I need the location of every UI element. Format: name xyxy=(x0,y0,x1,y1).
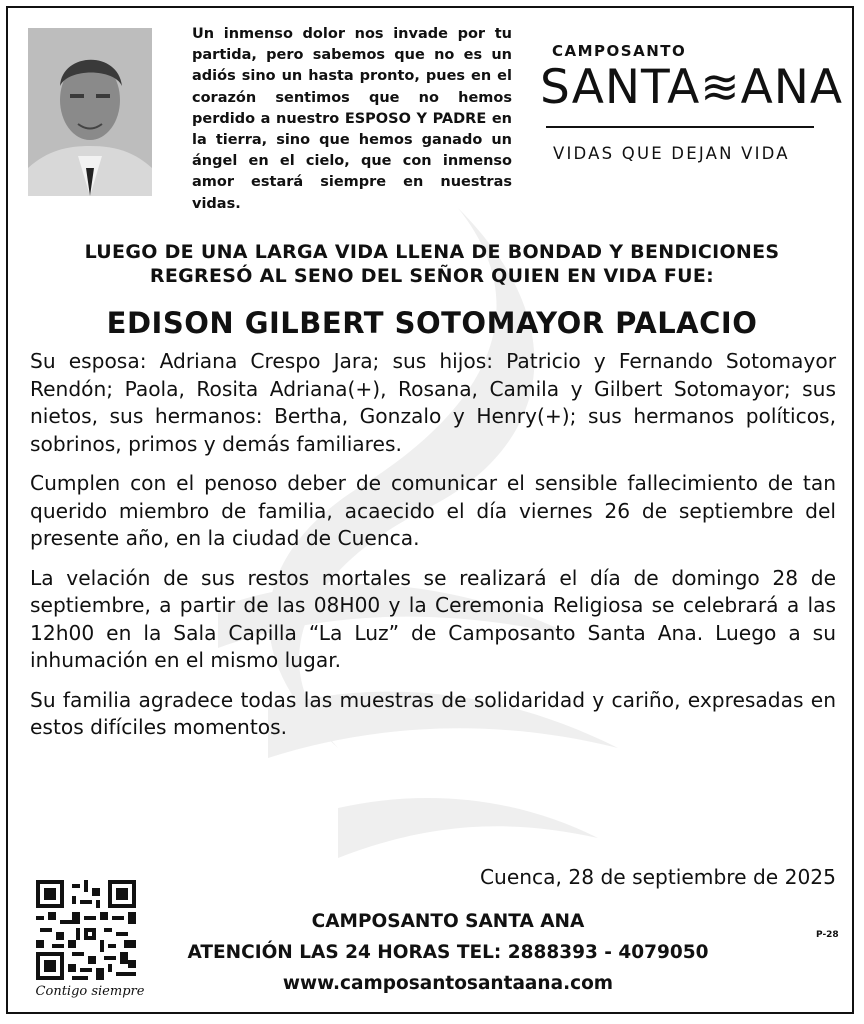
paragraph-announcement: Cumplen con el penoso deber de comunicar el sensible fallecimiento de tan querido miembro de familia, acaecido el día viernes 26 de septiembre del presente año, en la ciudad de Cuenca. xyxy=(30,471,836,550)
farewell-quote: Un inmenso dolor nos invade por tu partida, pero sabemos que no es un adiós sino un hasta pronto, pues en el corazón sentimos que no hemos perdido a nuestro ESPOSO Y PADRE en la tierra, sino que hemos ganado un ángel en el cielo, que con inmenso amor estará siempre en nuestras vidas. xyxy=(192,26,512,212)
camposanto-logo xyxy=(538,38,844,168)
page-code: P-28 xyxy=(816,930,839,940)
portrait-photo xyxy=(28,28,152,196)
logo-main-text: SANTA≋ANA xyxy=(540,60,844,115)
footer-phone: ATENCIÓN LAS 24 HORAS TEL: 2888393 - 4079050 xyxy=(187,942,709,963)
intro-heading xyxy=(8,240,854,288)
footer-website: www.camposantosantaana.com xyxy=(282,973,614,994)
paragraph-ceremony: La velación de sus restos mortales se realizará el día de domingo 28 de septiembre, a partir de las 08H00 y la Ceremonia Religiosa se celebrará a las 12h00 en la Sala Capilla “La Luz” de Camposanto Santa Ana. Luego a su inhumación en el mismo lugar. xyxy=(30,565,836,672)
date-line: Cuenca, 28 de septiembre de 2025 xyxy=(479,865,836,889)
deceased-name: EDISON GILBERT SOTOMAYOR PALACIO xyxy=(106,306,758,340)
obituary-frame xyxy=(6,6,854,1014)
logo-divider xyxy=(546,126,814,128)
intro-line-1: LUEGO DE UNA LARGA VIDA LLENA DE BONDAD Y BENDICIONES xyxy=(84,241,780,263)
logo-slogan: VIDAS QUE DEJAN VIDA xyxy=(553,144,790,163)
paragraph-family: Su esposa: Adriana Crespo Jara; sus hijos: Patricio y Fernando Sotomayor Rendón; Paola, Rosita Adriana(+), Rosana, Camila y Gilbert Sotomayor; sus nietos, sus hermanos: Bertha, Gonzalo y Henry(+); sus hermanos políticos, sobrinos, primos y demás familiares. xyxy=(30,349,836,456)
logo-top-text: CAMPOSANTO xyxy=(552,42,687,60)
footer-company: CAMPOSANTO SANTA ANA xyxy=(311,911,585,932)
qr-code xyxy=(36,880,136,980)
paragraph-thanks: Su familia agradece todas las muestras de solidaridad y cariño, expresadas en estos difíciles momentos. xyxy=(30,687,836,739)
contigo-siempre-tagline: Contigo siempre xyxy=(35,984,145,999)
intro-line-2: REGRESÓ AL SENO DEL SEÑOR QUIEN EN VIDA FUE: xyxy=(149,265,715,287)
obituary-body xyxy=(30,348,836,754)
footer-contact xyxy=(128,906,768,999)
